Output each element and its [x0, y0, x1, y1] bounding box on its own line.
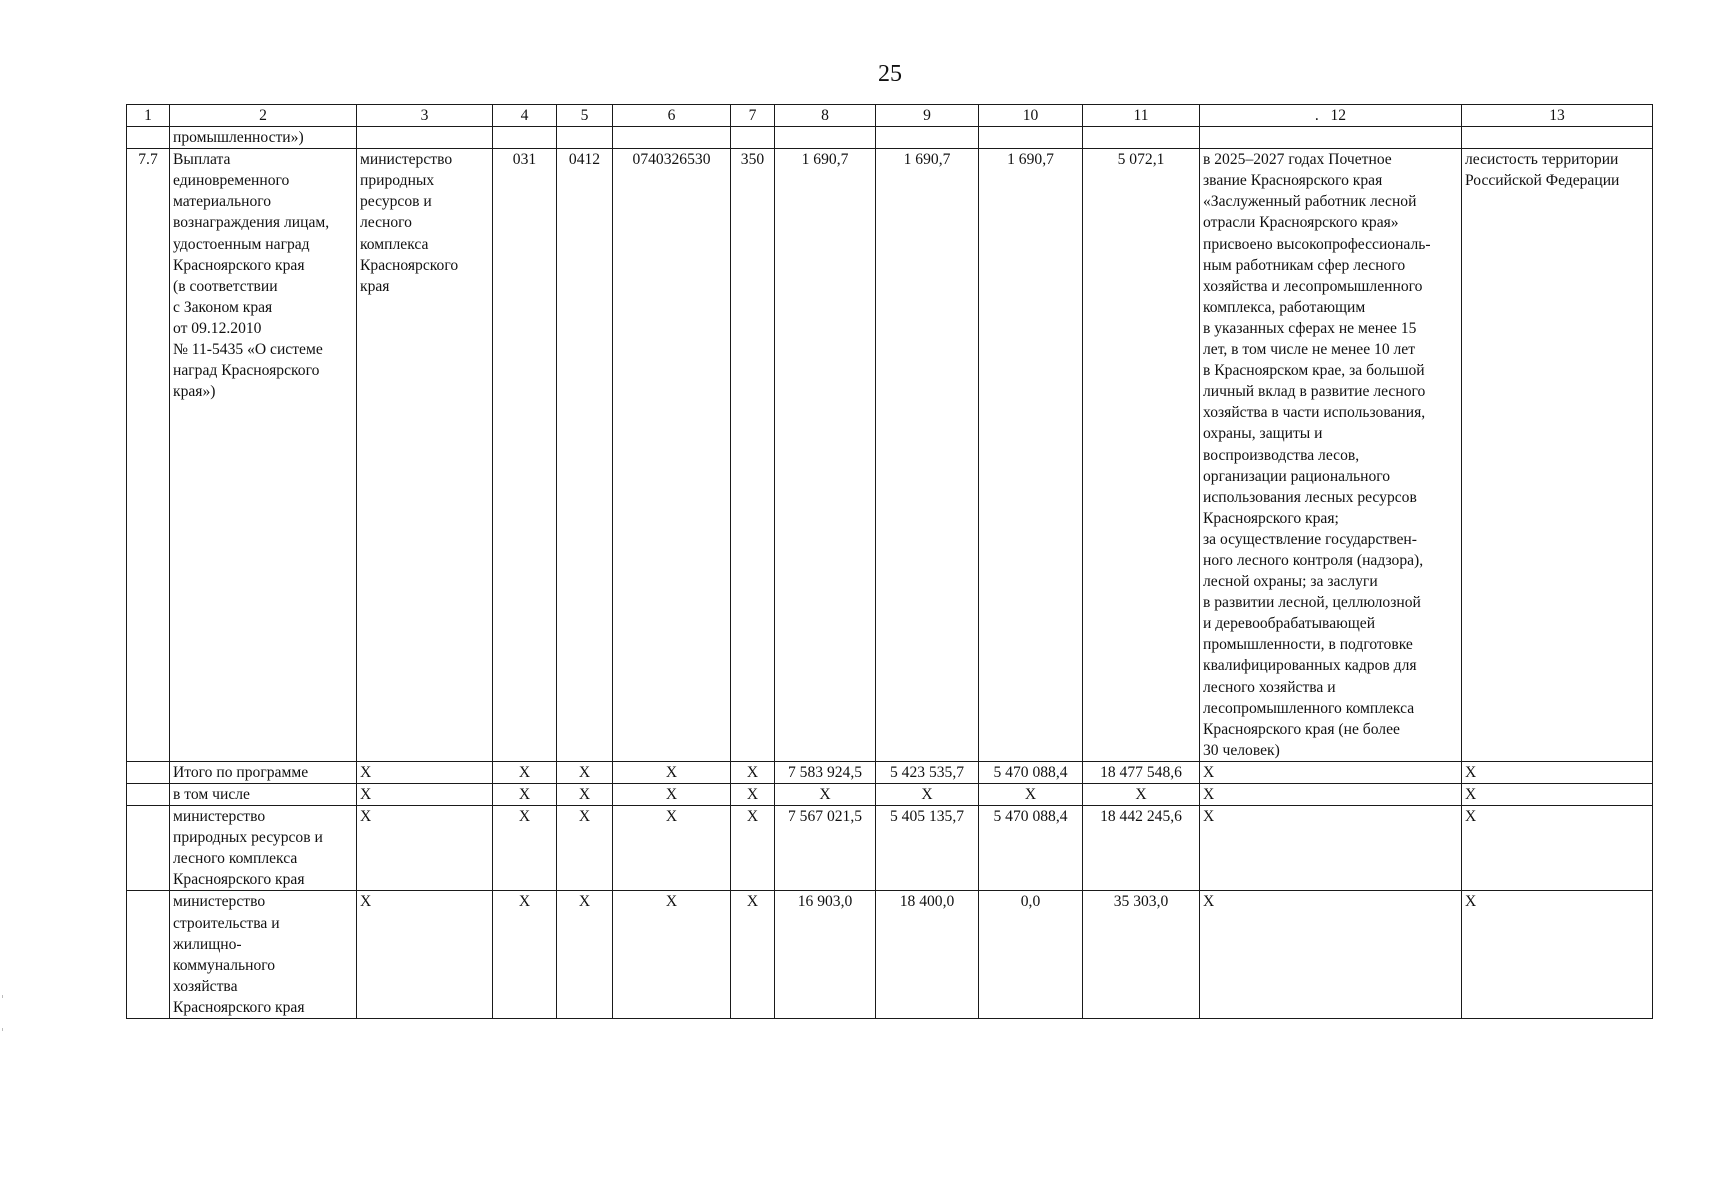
x-mark: X	[1200, 806, 1462, 891]
amount-2026: 1 690,7	[876, 149, 979, 762]
x-mark: X	[557, 891, 613, 1019]
header-col-11: 11	[1083, 105, 1200, 127]
x-mark: X	[493, 761, 557, 783]
ministry-construction-row	[127, 891, 1653, 1019]
x-mark: X	[557, 806, 613, 891]
x-mark: X	[1083, 784, 1200, 806]
x-mark: X	[493, 784, 557, 806]
ministry-amount-total: 18 442 245,6	[1083, 806, 1200, 891]
continuation-text: промышленности»)	[170, 127, 357, 149]
x-mark: X	[557, 784, 613, 806]
scan-edge-mark	[2, 1028, 3, 1031]
ministry-amount-2027: 5 470 088,4	[979, 806, 1083, 891]
x-mark: X	[1462, 891, 1653, 1019]
x-mark: X	[731, 891, 775, 1019]
amount-2025: 1 690,7	[775, 149, 876, 762]
budget-table	[126, 104, 1653, 1019]
header-col-2: 2	[170, 105, 357, 127]
total-row	[127, 761, 1653, 783]
x-mark: X	[357, 784, 493, 806]
header-col-3: 3	[357, 105, 493, 127]
target-indicator: лесистость территории Российской Федерации	[1462, 149, 1653, 762]
header-col-12: . 12	[1200, 105, 1462, 127]
page-number: 25	[878, 61, 902, 87]
measure-name: Выплата единовременного материального вознаграждения лицам, удостоенным наград Красноярского края (в соответствии с Законом края от 09.12.2010 № 11-5435 «О системе наград Красноярского края»)	[170, 149, 357, 762]
header-col-7: 7	[731, 105, 775, 127]
x-mark: X	[1200, 784, 1462, 806]
total-2026: 5 423 535,7	[876, 761, 979, 783]
expected-result: в 2025–2027 годах Почетное звание Красноярского края «Заслуженный работник лесной отрасли Красноярского края» присвоено высокопрофессиональ- ным работникам сфер лесного хозяйства и лесопромышленного комплекса, работающим в указанных сферах не менее 15 лет, в том числе не менее 10 лет в Красноярском крае, за большой личный вклад в развитие лесного хозяйства в части использования, охраны, защиты и воспроизводства лесов, организации рационального использования лесных ресурсов Красноярского края; за осуществление государствен- ного лесного контроля (надзора), лесной охраны; за заслуги в развитии лесной, целлюлозной и деревообрабатывающей промышленности, в подготовке квалифицированных кадров для лесного хозяйства и лесопромышленного комплекса Красноярского края (не более 30 человек)	[1200, 149, 1462, 762]
x-mark: X	[1200, 761, 1462, 783]
ministry-label: министерство строительства и жилищно- коммунального хозяйства Красноярского края	[170, 891, 357, 1019]
x-mark: X	[1462, 784, 1653, 806]
code-csr: 0740326530	[613, 149, 731, 762]
x-mark: X	[613, 761, 731, 783]
ministry-amount-2026: 18 400,0	[876, 891, 979, 1019]
total-label: Итого по программе	[170, 761, 357, 783]
x-mark: X	[613, 784, 731, 806]
table-row-7-7	[127, 149, 1653, 762]
x-mark: X	[731, 784, 775, 806]
x-mark: X	[557, 761, 613, 783]
x-mark: X	[613, 806, 731, 891]
continuation-row	[127, 127, 1653, 149]
including-label: в том числе	[170, 784, 357, 806]
header-col-9: 9	[876, 105, 979, 127]
x-mark: X	[493, 806, 557, 891]
x-mark: X	[1462, 806, 1653, 891]
header-col-5: 5	[557, 105, 613, 127]
ministry-amount-2026: 5 405 135,7	[876, 806, 979, 891]
column-number-header-row	[127, 105, 1653, 127]
row-number: 7.7	[127, 149, 170, 762]
ministry-amount-total: 35 303,0	[1083, 891, 1200, 1019]
code-grbs: 031	[493, 149, 557, 762]
x-mark: X	[979, 784, 1083, 806]
ministry-amount-2025: 7 567 021,5	[775, 806, 876, 891]
x-mark: X	[876, 784, 979, 806]
total-2027: 5 470 088,4	[979, 761, 1083, 783]
x-mark: X	[357, 806, 493, 891]
amount-2027: 1 690,7	[979, 149, 1083, 762]
including-row	[127, 784, 1653, 806]
x-mark: X	[1462, 761, 1653, 783]
ministry-amount-2027: 0,0	[979, 891, 1083, 1019]
x-mark: X	[613, 891, 731, 1019]
x-mark: X	[775, 784, 876, 806]
ministry-natural-resources-row	[127, 806, 1653, 891]
header-col-4: 4	[493, 105, 557, 127]
amount-total: 5 072,1	[1083, 149, 1200, 762]
x-mark: X	[357, 761, 493, 783]
x-mark: X	[357, 891, 493, 1019]
x-mark: X	[1200, 891, 1462, 1019]
x-mark: X	[731, 761, 775, 783]
header-col-13: 13	[1462, 105, 1653, 127]
total-2025: 7 583 924,5	[775, 761, 876, 783]
header-col-1: 1	[127, 105, 170, 127]
ministry-amount-2025: 16 903,0	[775, 891, 876, 1019]
ministry-label: министерство природных ресурсов и лесного комплекса Красноярского края	[170, 806, 357, 891]
scan-edge-mark	[2, 995, 3, 998]
total-sum: 18 477 548,6	[1083, 761, 1200, 783]
x-mark: X	[493, 891, 557, 1019]
header-col-8: 8	[775, 105, 876, 127]
header-col-6: 6	[613, 105, 731, 127]
responsible-body: министерство природных ресурсов и лесного комплекса Красноярского края	[357, 149, 493, 762]
code-rzpr: 0412	[557, 149, 613, 762]
header-col-10: 10	[979, 105, 1083, 127]
x-mark: X	[731, 806, 775, 891]
code-vr: 350	[731, 149, 775, 762]
